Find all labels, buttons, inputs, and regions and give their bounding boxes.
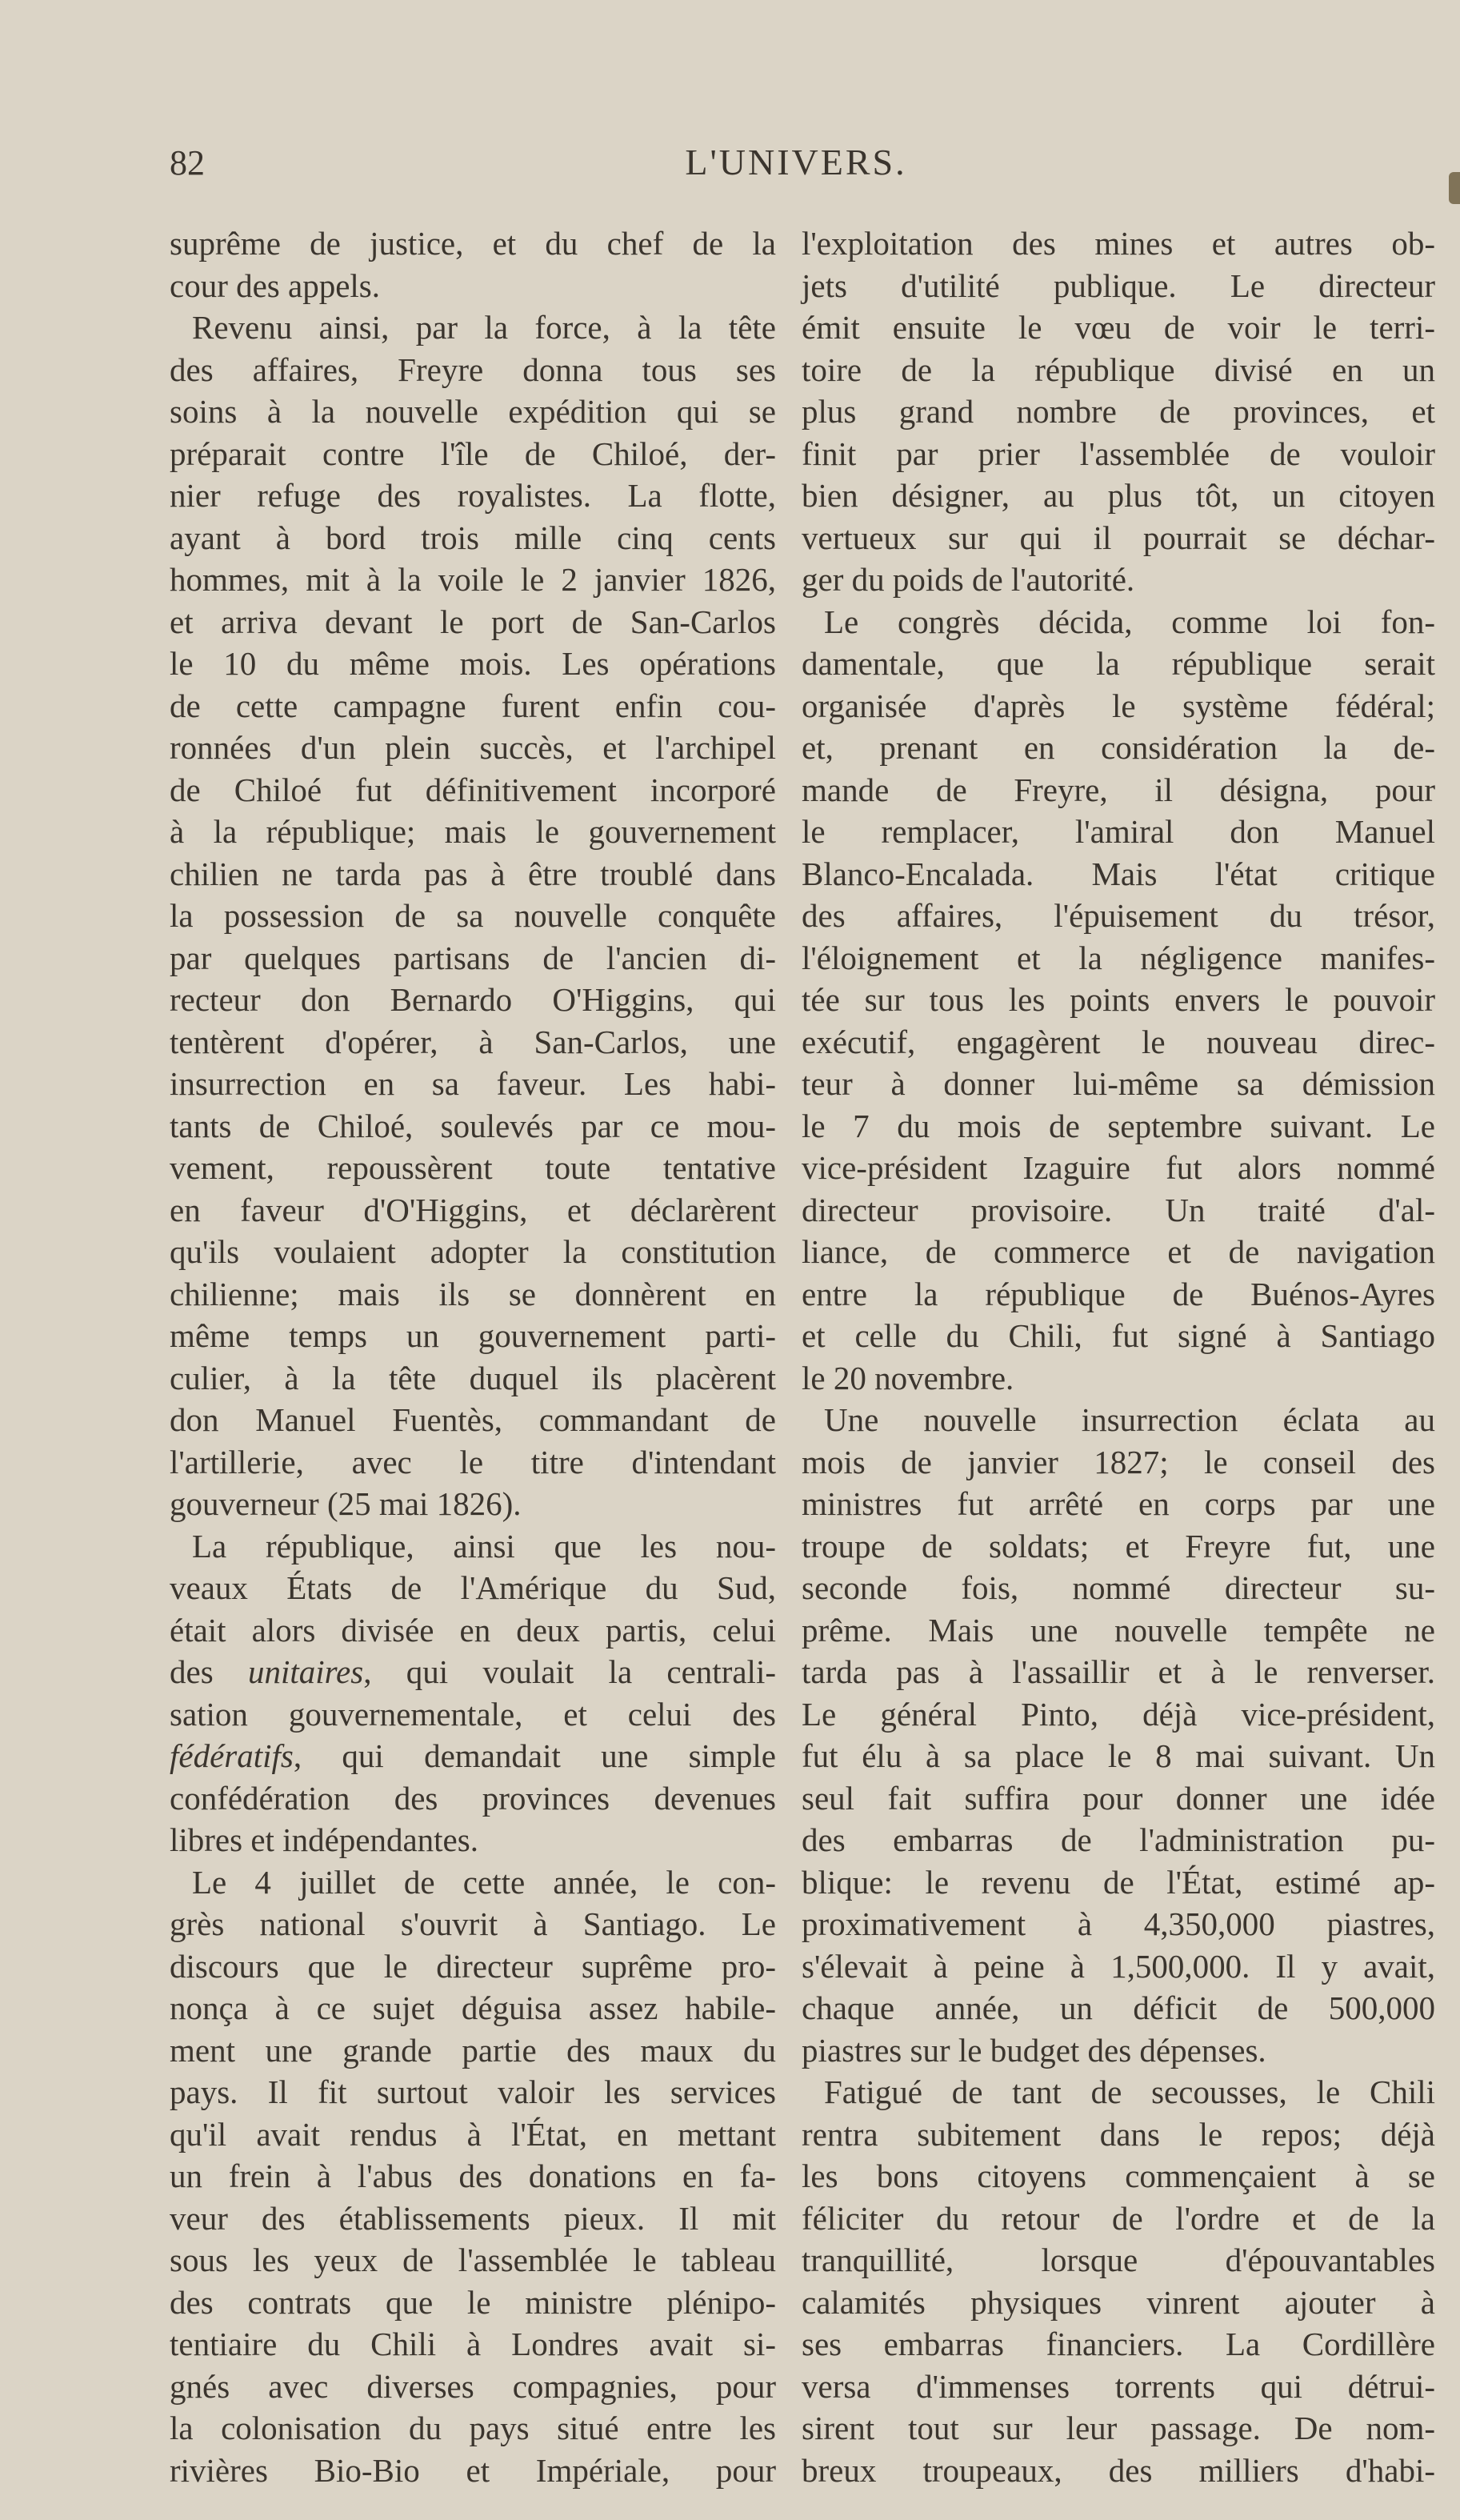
text-line: même temps un gouvernement parti- (170, 1317, 776, 1354)
text-line: tarda pas à l'assaillir et à le renverser. (802, 1653, 1435, 1690)
text-line: seconde fois, nommé directeur su- (802, 1569, 1435, 1606)
text-line: Blanco-Encalada. Mais l'état critique (802, 855, 1435, 892)
text-line: nier refuge des royalistes. La flotte, (170, 477, 776, 514)
text-line: insurrection en sa faveur. Les habi- (170, 1065, 776, 1102)
text-line: mois de janvier 1827; le conseil des (802, 1443, 1435, 1480)
text-line: le remplacer, l'amiral don Manuel (802, 813, 1435, 850)
text-line: Une nouvelle insurrection éclata au (824, 1401, 1435, 1438)
text-line: en faveur d'O'Higgins, et déclarèrent (170, 1191, 776, 1228)
text-line: discours que le directeur suprême pro- (170, 1947, 776, 1985)
text-line: piastres sur le budget des dépenses. (802, 2031, 1266, 2069)
text-line: ger du poids de l'autorité. (802, 561, 1135, 598)
text-line: la colonisation du pays situé entre les (170, 2410, 776, 2446)
text-line: jets d'utilité publique. Le directeur (802, 266, 1435, 304)
text-line: s'élevait à peine à 1,500,000. Il y avait, (802, 1947, 1435, 1985)
text-line: hommes, mit à la voile le 2 janvier 1826, (170, 561, 776, 598)
text-line: grès national s'ouvrit à Santiago. Le (170, 1905, 776, 1942)
text-line: tée sur tous les points envers le pouvoir (802, 981, 1435, 1018)
text-line: blique: le revenu de l'État, estimé ap- (802, 1863, 1435, 1901)
text-line: nonça à ce sujet déguisa assez habile- (170, 1989, 776, 2026)
text-line: rentra subitement dans le repos; déjà (802, 2115, 1435, 2153)
text-line: de cette campagne furent enfin cou- (170, 687, 776, 724)
page-edge-mark (1449, 172, 1460, 204)
text-line: suprême de justice, et du chef de la (170, 225, 776, 262)
text-line: don Manuel Fuentès, commandant de (170, 1401, 776, 1438)
text-line: gnés avec diverses compagnies, pour (170, 2367, 776, 2405)
text-line: damentale, que la république serait (802, 645, 1435, 682)
text-line: des affaires, Freyre donna tous ses (170, 351, 776, 388)
text-line: cour des appels. (170, 266, 380, 304)
text-line: fédératifs, qui demandait une simple (170, 1737, 776, 1774)
text-line: directeur provisoire. Un traité d'al- (802, 1191, 1435, 1228)
text-line: exécutif, engagèrent le nouveau direc- (802, 1023, 1435, 1060)
text-line: de Chiloé fut définitivement incorporé (170, 771, 776, 808)
text-line: culier, à la tête duquel ils placèrent (170, 1359, 776, 1396)
text-line: Le 4 juillet de cette année, le con- (192, 1863, 776, 1901)
text-line: fut élu à sa place le 8 mai suivant. Un (802, 1737, 1435, 1774)
text-line: préparait contre l'île de Chiloé, der- (170, 435, 776, 472)
text-line: ses embarras financiers. La Cordillère (802, 2326, 1435, 2362)
text-line: des contrats que le ministre plénipo- (170, 2283, 776, 2321)
text-line: et, prenant en considération la de- (802, 729, 1435, 766)
text-line: ayant à bord trois mille cinq cents (170, 519, 776, 556)
running-head: L'UNIVERS. (685, 142, 907, 182)
page-number: 82 (170, 143, 205, 182)
text-line: tants de Chiloé, soulevés par ce mou- (170, 1107, 776, 1144)
text-line: le 10 du même mois. Les opérations (170, 645, 776, 682)
text-line: l'éloignement et la négligence manifes- (802, 939, 1435, 976)
text-line: chilien ne tarda pas à être troublé dans (170, 855, 776, 892)
text-line: sous les yeux de l'assemblée le tableau (170, 2242, 776, 2278)
left-column (170, 222, 776, 2491)
text-line: Revenu ainsi, par la force, à la tête (192, 309, 776, 346)
text-line: plus grand nombre de provinces, et (802, 393, 1435, 430)
text-line: organisée d'après le système fédéral; (802, 687, 1435, 724)
text-line: et arriva devant le port de San-Carlos (170, 603, 776, 640)
text-line: bien désigner, au plus tôt, un citoyen (802, 477, 1435, 514)
text-line: chaque année, un déficit de 500,000 (802, 1989, 1435, 2026)
text-line: tentiaire du Chili à Londres avait si- (170, 2326, 776, 2362)
text-line: libres et indépendantes. (170, 1821, 478, 1858)
text-line: liance, de commerce et de navigation (802, 1233, 1435, 1270)
text-line: ronnées d'un plein succès, et l'archipel (170, 729, 776, 766)
text-line: des embarras de l'administration pu- (802, 1821, 1435, 1858)
text-line: tranquillité, lorsque d'épouvantables (802, 2242, 1435, 2278)
text-line: le 7 du mois de septembre suivant. Le (802, 1107, 1435, 1144)
text-line: la possession de sa nouvelle conquête (170, 897, 776, 934)
text-line: seul fait suffira pour donner une idée (802, 1779, 1435, 1817)
text-line: un frein à l'abus des donations en fa- (170, 2157, 776, 2194)
text-line: l'exploitation des mines et autres ob- (802, 225, 1435, 262)
text-line: rivières Bio-Bio et Impériale, pour (170, 2451, 776, 2489)
text-line: et celle du Chili, fut signé à Santiago (802, 1317, 1435, 1354)
text-line: veur des établissements pieux. Il mit (170, 2199, 776, 2237)
text-line: vement, repoussèrent toute tentative (170, 1149, 776, 1186)
text-line: gouverneur (25 mai 1826). (170, 1485, 522, 1522)
text-line: tentèrent d'opérer, à San-Carlos, une (170, 1023, 776, 1060)
text-line: troupe de soldats; et Freyre fut, une (802, 1527, 1435, 1564)
text-line: le 20 novembre. (802, 1359, 1014, 1396)
text-line: l'artillerie, avec le titre d'intendant (170, 1443, 776, 1480)
text-line: entre la république de Buénos-Ayres (802, 1275, 1435, 1312)
italic-term: fédératifs (170, 1737, 294, 1774)
text-line: calamités physiques vinrent ajouter à (802, 2283, 1435, 2321)
text-line: sirent tout sur leur passage. De nom- (802, 2410, 1435, 2446)
text-line: veaux États de l'Amérique du Sud, (170, 1569, 776, 1606)
text-line: breux troupeaux, des milliers d'habi- (802, 2451, 1435, 2489)
text-line: qu'il avait rendus à l'État, en mettant (170, 2115, 776, 2153)
text-line: émit ensuite le vœu de voir le terri- (802, 309, 1435, 346)
text-line: finit par prier l'assemblée de vouloir (802, 435, 1435, 472)
text-line: des unitaires, qui voulait la centrali- (170, 1653, 776, 1690)
text-line: les bons citoyens commençaient à se (802, 2157, 1435, 2194)
text-line: Fatigué de tant de secousses, le Chili (824, 2073, 1435, 2110)
text-line: proximativement à 4,350,000 piastres, (802, 1905, 1435, 1942)
text-line: mande de Freyre, il désigna, pour (802, 771, 1435, 808)
text-line: par quelques partisans de l'ancien di- (170, 939, 776, 976)
text-line: féliciter du retour de l'ordre et de la (802, 2199, 1435, 2237)
right-column (802, 222, 1435, 2491)
text-line: Le congrès décida, comme loi fon- (824, 603, 1435, 640)
text-line: vertueux sur qui il pourrait se déchar- (802, 519, 1435, 556)
text-line: à la république; mais le gouvernement (170, 813, 776, 850)
text-line: Le général Pinto, déjà vice-président, (802, 1695, 1435, 1733)
text-line: versa d'immenses torrents qui détrui- (802, 2367, 1435, 2405)
text-line: pays. Il fit surtout valoir les services (170, 2073, 776, 2110)
text-line: teur à donner lui-même sa démission (802, 1065, 1435, 1102)
text-line: recteur don Bernardo O'Higgins, qui (170, 981, 776, 1018)
text-line: toire de la république divisé en un (802, 351, 1435, 388)
text-line: La république, ainsi que les nou- (192, 1527, 776, 1564)
text-line: ministres fut arrêté en corps par une (802, 1485, 1435, 1522)
text-line: qu'ils voulaient adopter la constitution (170, 1233, 776, 1270)
text-line: des affaires, l'épuisement du trésor, (802, 897, 1435, 934)
text-line: sation gouvernementale, et celui des (170, 1695, 776, 1733)
text-line: ment une grande partie des maux du (170, 2031, 776, 2069)
text-line: chilienne; mais ils se donnèrent en (170, 1275, 776, 1312)
text-line: vice-président Izaguire fut alors nommé (802, 1149, 1435, 1186)
italic-term: unitaires (247, 1653, 364, 1690)
text-line: prême. Mais une nouvelle tempête ne (802, 1611, 1435, 1649)
text-line: soins à la nouvelle expédition qui se (170, 393, 776, 430)
text-line: était alors divisée en deux partis, celui (170, 1611, 776, 1649)
text-line: confédération des provinces devenues (170, 1779, 776, 1817)
